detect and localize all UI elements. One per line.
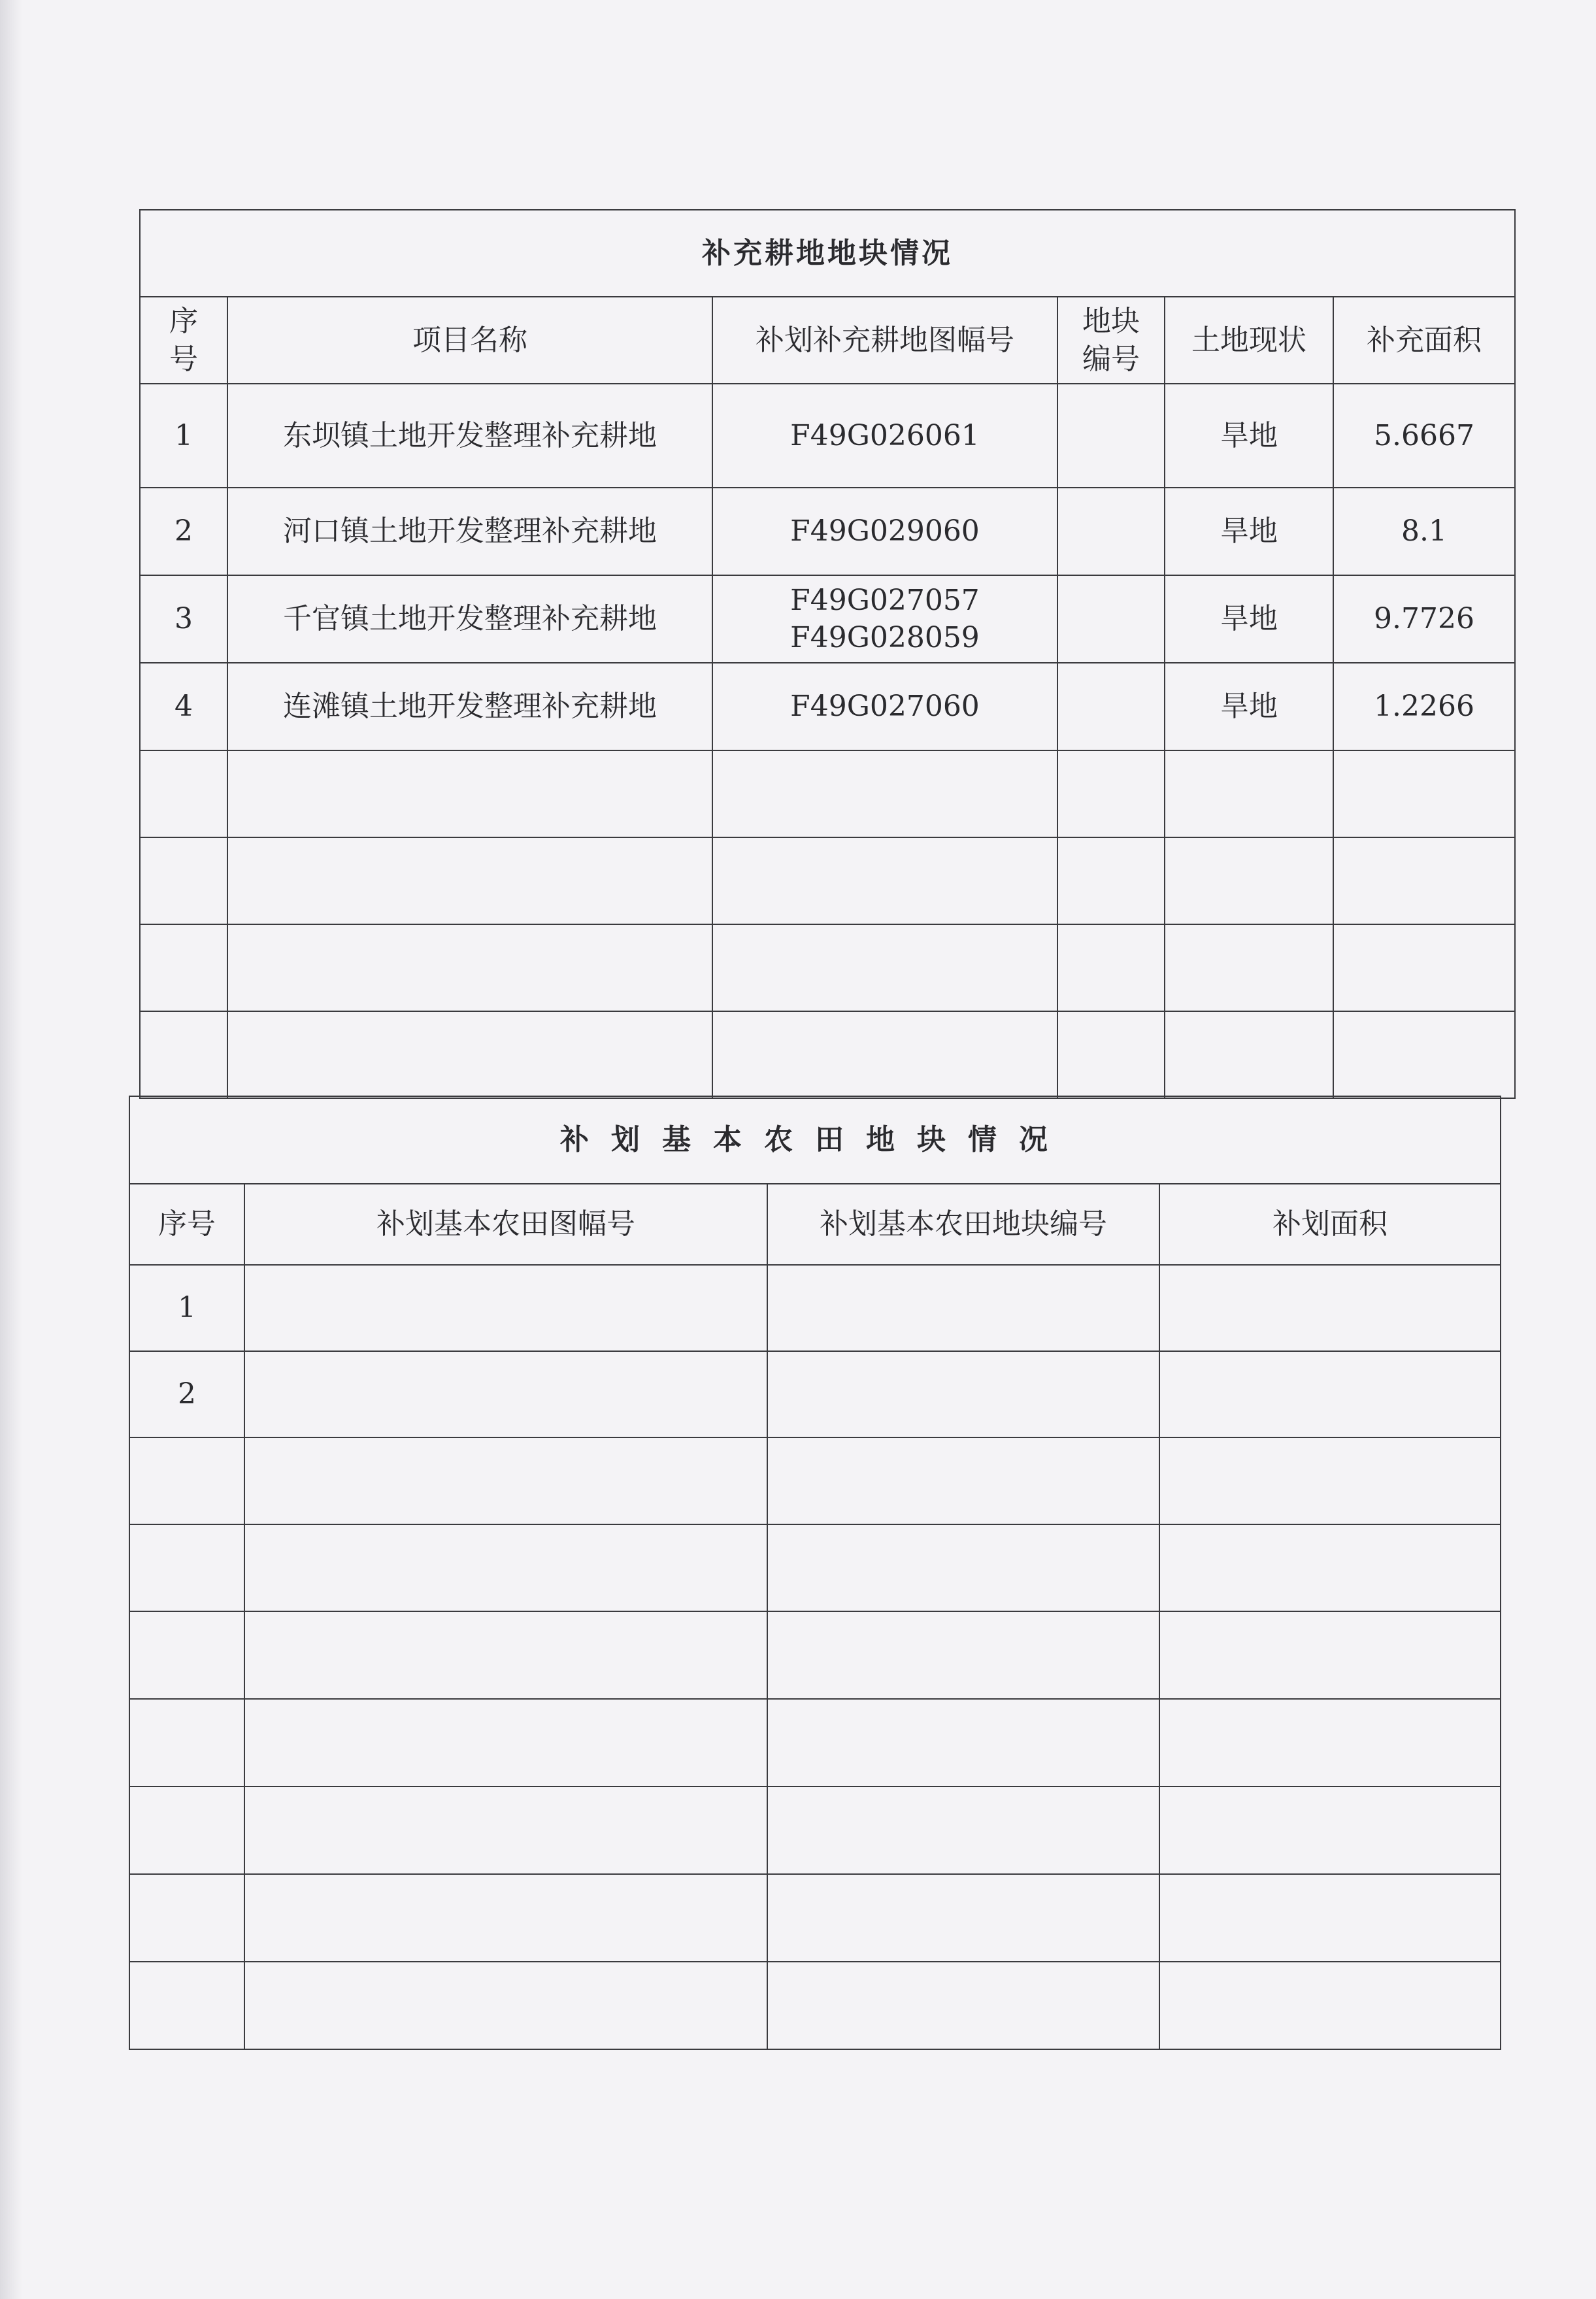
cell-area: 5.6667 xyxy=(1333,384,1515,488)
cell-seq: 2 xyxy=(140,488,227,575)
cell-project-name: 千官镇土地开发整理补充耕地 xyxy=(227,575,712,663)
basic-farmland-table xyxy=(129,1096,1501,2050)
empty-row xyxy=(140,750,1515,837)
cell-land-status: 旱地 xyxy=(1165,384,1333,488)
cell-seq: 3 xyxy=(140,575,227,663)
header-map-sheet: 补划基本农田图幅号 xyxy=(244,1184,767,1265)
table-row xyxy=(129,1351,1501,1437)
farmland-table-title: 补划基本农田地块情况 xyxy=(129,1096,1501,1184)
cell-project-name: 河口镇土地开发整理补充耕地 xyxy=(227,488,712,575)
empty-row xyxy=(140,1011,1515,1098)
cell-plot-number xyxy=(1057,575,1165,663)
cell-map-sheet: F49G026061 xyxy=(712,384,1057,488)
cell-seq: 1 xyxy=(129,1265,244,1351)
cell-area: 9.7726 xyxy=(1333,575,1515,663)
header-seq: 序号 xyxy=(129,1184,244,1265)
table-row xyxy=(129,1265,1501,1351)
scan-edge-shadow xyxy=(0,0,22,2299)
supplement-table-title: 补充耕地地块情况 xyxy=(140,210,1515,297)
cell-seq: 4 xyxy=(140,663,227,750)
empty-row xyxy=(140,837,1515,924)
cell-plot-number xyxy=(1057,488,1165,575)
header-project-name: 项目名称 xyxy=(227,297,712,384)
cell-project-name: 东坝镇土地开发整理补充耕地 xyxy=(227,384,712,488)
empty-row xyxy=(129,1437,1501,1524)
empty-row xyxy=(129,1787,1501,1874)
empty-row xyxy=(129,1699,1501,1787)
cell-area: 8.1 xyxy=(1333,488,1515,575)
header-plot-number: 补划基本农田地块编号 xyxy=(767,1184,1159,1265)
cell-seq: 2 xyxy=(129,1351,244,1437)
cell-map-sheet: F49G029060 xyxy=(712,488,1057,575)
header-area: 补充面积 xyxy=(1333,297,1515,384)
header-land-status: 土地现状 xyxy=(1165,297,1333,384)
cell-land-status: 旱地 xyxy=(1165,575,1333,663)
empty-row xyxy=(129,1874,1501,1962)
table-row xyxy=(140,663,1515,750)
cell-land-status: 旱地 xyxy=(1165,663,1333,750)
header-area: 补划面积 xyxy=(1159,1184,1501,1265)
table-row xyxy=(140,575,1515,663)
header-seq: 序 号 xyxy=(140,297,227,384)
header-map-sheet: 补划补充耕地图幅号 xyxy=(712,297,1057,384)
table-row xyxy=(140,384,1515,488)
cell-seq: 1 xyxy=(140,384,227,488)
cell-plot-number xyxy=(1057,663,1165,750)
empty-row xyxy=(129,1962,1501,2049)
empty-row xyxy=(129,1611,1501,1699)
cell-map-sheet: F49G027057 F49G028059 xyxy=(712,575,1057,663)
header-plot-number: 地块 编号 xyxy=(1057,297,1165,384)
cell-map-sheet: F49G027060 xyxy=(712,663,1057,750)
empty-row xyxy=(140,924,1515,1011)
cell-area: 1.2266 xyxy=(1333,663,1515,750)
table-row xyxy=(140,488,1515,575)
cell-project-name: 连滩镇土地开发整理补充耕地 xyxy=(227,663,712,750)
empty-row xyxy=(129,1524,1501,1611)
cell-land-status: 旱地 xyxy=(1165,488,1333,575)
supplement-farmland-table xyxy=(139,209,1516,1099)
supplement-header-row xyxy=(140,297,1515,384)
cell-plot-number xyxy=(1057,384,1165,488)
farmland-header-row xyxy=(129,1184,1501,1265)
